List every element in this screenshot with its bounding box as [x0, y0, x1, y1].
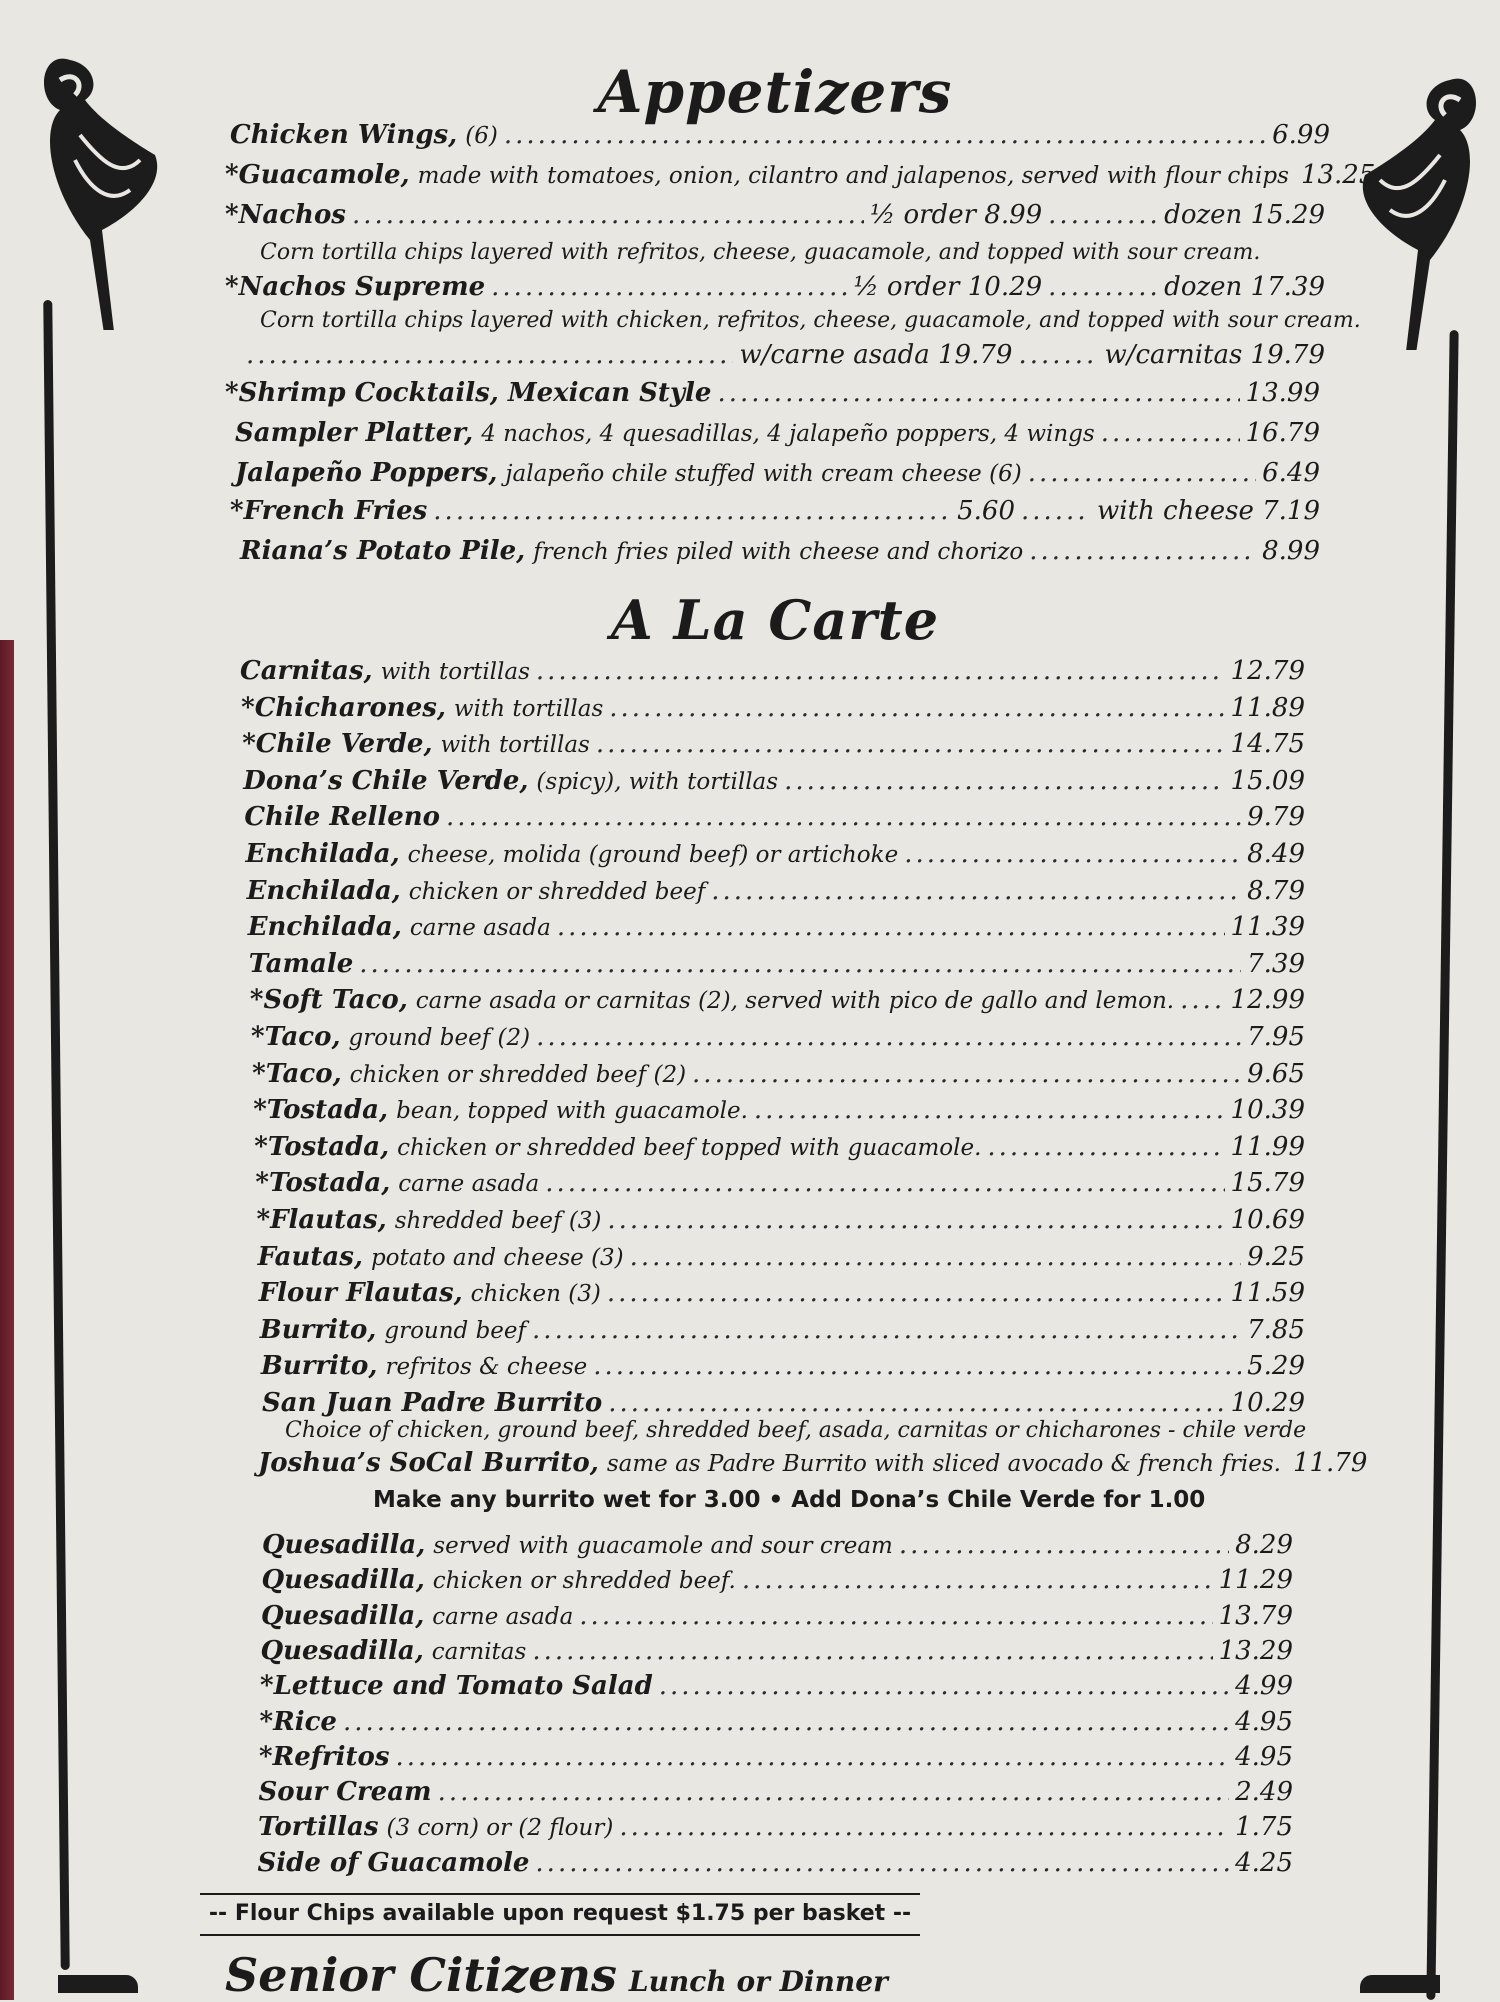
- menu-item: [242, 729, 1305, 759]
- frame-foot-right: [1360, 1975, 1440, 1993]
- section-title-appetizers: Appetizers: [597, 58, 953, 126]
- item-name: Burrito,: [259, 1314, 377, 1345]
- item-name: Quesadilla,: [261, 1600, 425, 1631]
- item-price: 15.79: [1230, 1168, 1305, 1199]
- menu-item: [251, 1022, 1305, 1052]
- item-name: Flour Flautas,: [258, 1278, 463, 1309]
- dot-leader: [535, 1848, 1229, 1878]
- dot-leader: [446, 802, 1241, 832]
- frame-line-right: [1426, 330, 1458, 2000]
- menu-item-french-fries: *French Fries ..... 5.60 ..... with cheese 7.19: [230, 496, 1320, 526]
- item-price: 11.59: [1230, 1278, 1305, 1309]
- item-description: with tortillas: [453, 695, 604, 722]
- item-name: Fautas,: [257, 1241, 363, 1272]
- item-description: Corn tortilla chips layered with refritos, cheese, guacamole, and topped with sour cream.: [260, 240, 1261, 265]
- frame-foot-left: [58, 1975, 138, 1993]
- scroll-ornament-left: [30, 40, 160, 330]
- item-description: carnitas: [431, 1638, 527, 1665]
- menu-item: Chicken Wings, (6) ..... 6.99: [230, 120, 1330, 150]
- menu-item: [248, 912, 1305, 942]
- menu-item: [262, 1565, 1294, 1595]
- dot-leader: [754, 1095, 1225, 1125]
- dot-leader: [904, 839, 1241, 869]
- menu-item: [260, 1315, 1305, 1345]
- dot-leader: [608, 1388, 1224, 1418]
- item-name: Enchilada,: [246, 875, 401, 906]
- menu-item: [261, 1351, 1305, 1381]
- dot-leader: [987, 1132, 1224, 1162]
- menu-item: Jalapeño Poppers, jalapeño chile stuffed with cream cheese (6) ..... 6.49: [235, 458, 1320, 488]
- item-name: Carnitas,: [240, 656, 373, 686]
- item-name: Sour Cream: [258, 1777, 432, 1808]
- item-description: refritos & cheese: [385, 1354, 588, 1381]
- menu-item: [240, 656, 1305, 686]
- item-name: *Flautas,: [256, 1205, 387, 1235]
- item-price: 11.39: [1230, 912, 1305, 943]
- item-name: Burrito,: [260, 1351, 378, 1382]
- item-description: chicken or shredded beef topped with guacamole.: [397, 1134, 982, 1161]
- item-description: carne asada: [409, 915, 551, 942]
- item-name: Tortillas: [258, 1812, 379, 1843]
- item-price: 8.49: [1247, 839, 1305, 869]
- item-name: *Tostada,: [255, 1168, 391, 1199]
- dot-leader: [742, 1565, 1213, 1595]
- dot-leader: [692, 1059, 1241, 1089]
- scroll-ornament-right: [1360, 60, 1490, 350]
- item-name: Chile Relleno: [244, 802, 441, 833]
- dot-leader: [596, 729, 1225, 759]
- flour-chips-note: -- Flour Chips available upon request $1.75 per basket --: [200, 1893, 920, 1936]
- item-price: 5.29: [1247, 1351, 1305, 1382]
- menu-item: [259, 1278, 1305, 1308]
- dot-leader: [619, 1812, 1229, 1842]
- item-name: *Soft Taco,: [249, 985, 408, 1016]
- senior-citizens-heading: Senior Citizens Lunch or Dinner: [225, 1948, 888, 2002]
- item-description: chicken (3): [470, 1281, 601, 1308]
- item-price: 11.29: [1218, 1565, 1293, 1596]
- item-price: 7.95: [1247, 1022, 1305, 1052]
- item-name: *Lettuce and Tomato Salad: [260, 1671, 653, 1702]
- burrito-upgrade-banner: Make any burrito wet for 3.00 • Add Dona’s Chile Verde for 1.00: [373, 1487, 1206, 1513]
- item-name: *Taco,: [252, 1058, 342, 1089]
- menu-item: [253, 1095, 1305, 1125]
- item-price: 12.99: [1230, 985, 1305, 1016]
- item-name: Dona’s Chile Verde,: [243, 765, 529, 796]
- item-description: chicken or shredded beef.: [432, 1568, 736, 1595]
- item-price: 7.39: [1247, 948, 1305, 979]
- menu-item-nachos: *Nachos ..... ½ order 8.99 ..... dozen 15.29: [225, 200, 1325, 230]
- item-name: *Chicharones,: [241, 692, 446, 723]
- item-name: Tamale: [248, 948, 354, 979]
- dot-leader: [438, 1777, 1230, 1807]
- menu-item: [261, 1601, 1293, 1631]
- item-price: 8.29: [1235, 1530, 1293, 1560]
- menu-item: [261, 1636, 1294, 1666]
- item-price: 4.95: [1235, 1706, 1293, 1737]
- item-price: 4.99: [1235, 1671, 1293, 1702]
- item-name: *Refritos: [259, 1741, 390, 1772]
- menu-item: Sampler Platter, 4 nachos, 4 quesadillas, 4 jalapeño poppers, 4 wings ..... 16.79: [235, 418, 1320, 448]
- item-price: 10.29: [1230, 1388, 1305, 1418]
- item-name: Quesadilla,: [260, 1635, 424, 1666]
- dot-leader: [545, 1168, 1224, 1198]
- item-price: 9.65: [1247, 1058, 1305, 1089]
- item-name: Quesadilla,: [262, 1530, 426, 1560]
- item-name: *Tostada,: [253, 1095, 389, 1126]
- menu-item: [260, 1707, 1294, 1737]
- dot-leader: [396, 1742, 1230, 1772]
- item-price: 10.39: [1230, 1095, 1305, 1126]
- item-description: carne asada: [398, 1171, 540, 1198]
- dot-leader: [536, 656, 1225, 686]
- item-name: *Chile Verde,: [242, 729, 433, 760]
- item-description: ground beef (2): [348, 1025, 531, 1051]
- item-price: 9.79: [1247, 802, 1305, 833]
- menu-item: [258, 1242, 1305, 1272]
- section-title-a-la-carte: A La Carte: [610, 588, 940, 652]
- menu-item: [246, 839, 1306, 869]
- item-name: Side of Guacamole: [257, 1847, 530, 1878]
- item-name: Enchilada,: [247, 912, 402, 943]
- item-name: San Juan Padre Burrito: [262, 1388, 603, 1418]
- dot-leader: [784, 766, 1224, 796]
- dot-leader: [579, 1601, 1212, 1631]
- menu-item: *Guacamole, made with tomatoes, onion, cilantro and jalapenos, served with flour chips 13.25: [225, 160, 1376, 190]
- menu-item-nachos-supreme-options: ..... w/carne asada 19.79 ..... w/carnitas 19.79: [240, 340, 1325, 370]
- item-description: (3 corn) or (2 flour): [386, 1815, 614, 1842]
- dot-leader: [607, 1278, 1225, 1308]
- menu-item: Joshua’s SoCal Burrito, same as Padre Burrito with sliced avocado & french fries. 11.79: [258, 1448, 1368, 1478]
- menu-item: [247, 876, 1305, 906]
- dot-leader: [593, 1351, 1241, 1381]
- item-description: chicken or shredded beef: [408, 878, 706, 905]
- item-description: with tortillas: [440, 732, 590, 759]
- item-description: carne asada or carnitas (2), served with pico de gallo and lemon.: [415, 988, 1175, 1015]
- item-description: (spicy), with tortillas: [536, 768, 779, 795]
- frame-line-left: [43, 300, 69, 1970]
- menu-item: [241, 693, 1305, 723]
- item-description: ground beef: [384, 1317, 527, 1344]
- menu-item: [262, 1388, 1305, 1418]
- dot-leader: [532, 1315, 1241, 1345]
- menu-item: [250, 985, 1305, 1015]
- item-price: 11.99: [1230, 1131, 1305, 1162]
- menu-item: [259, 1742, 1293, 1772]
- dot-leader: [557, 912, 1225, 942]
- menu-item: [262, 1530, 1293, 1560]
- item-price: 1.75: [1235, 1812, 1293, 1843]
- item-description: Corn tortilla chips layered with chicken, refritos, cheese, guacamole, and topped with sour cream.: [260, 308, 1361, 333]
- menu-item: [260, 1671, 1293, 1701]
- item-price: 4.95: [1235, 1741, 1293, 1772]
- item-name: Enchilada,: [245, 839, 400, 869]
- item-description: potato and cheese (3): [370, 1244, 624, 1271]
- menu-item: [254, 1132, 1305, 1162]
- menu-item: [257, 1205, 1306, 1235]
- item-price: 10.69: [1230, 1205, 1305, 1235]
- item-price: 13.79: [1218, 1600, 1293, 1631]
- dot-leader: [343, 1707, 1229, 1737]
- item-description: cheese, molida (ground beef) or artichoke: [407, 842, 899, 868]
- dot-leader: [711, 876, 1241, 906]
- menu-item: [243, 766, 1305, 796]
- menu-item: [258, 1812, 1293, 1842]
- menu-item: [258, 1848, 1294, 1878]
- item-price: 9.25: [1247, 1241, 1305, 1272]
- menu-item: [244, 802, 1305, 832]
- item-price: 14.75: [1230, 729, 1305, 760]
- item-description: shredded beef (3): [394, 1208, 602, 1234]
- item-price: 11.89: [1230, 692, 1305, 723]
- menu-item: [255, 1168, 1305, 1198]
- item-description: served with guacamole and sour cream: [433, 1533, 893, 1559]
- item-description: bean, topped with guacamole.: [396, 1098, 748, 1125]
- menu-item: [259, 1777, 1294, 1807]
- item-description: carne asada: [432, 1603, 574, 1630]
- item-name: *Taco,: [251, 1022, 341, 1052]
- dot-leader: [899, 1530, 1229, 1560]
- dot-leader: [630, 1242, 1241, 1272]
- menu-item: *Shrimp Cocktails, Mexican Style ..... 13.99: [225, 378, 1320, 408]
- dot-leader: [609, 693, 1224, 723]
- item-name: *Tostada,: [254, 1131, 390, 1162]
- menu-item: [252, 1059, 1305, 1089]
- item-description: Choice of chicken, ground beef, shredded beef, asada, carnitas or chicharones - chile verde: [285, 1418, 1307, 1443]
- item-price: 7.85: [1247, 1314, 1305, 1345]
- item-name: *Rice: [259, 1706, 337, 1737]
- item-price: 13.29: [1218, 1635, 1293, 1666]
- dot-leader: [607, 1205, 1224, 1235]
- menu-item: Riana’s Potato Pile, french fries piled with cheese and chorizo ..... 8.99: [240, 536, 1320, 566]
- item-name: Quesadilla,: [261, 1565, 425, 1596]
- dot-leader: [359, 949, 1241, 979]
- item-price: 8.79: [1247, 875, 1305, 906]
- dot-leader: [536, 1022, 1241, 1052]
- item-price: 2.49: [1235, 1777, 1293, 1808]
- item-description: with tortillas: [380, 659, 530, 685]
- menu-item-nachos-supreme: *Nachos Supreme ..... ½ order 10.29 ..... dozen 17.39: [225, 272, 1325, 302]
- dot-leader: [1180, 985, 1224, 1015]
- item-price: 4.25: [1235, 1847, 1293, 1878]
- dot-leader: [659, 1671, 1229, 1701]
- item-description: chicken or shredded beef (2): [349, 1061, 687, 1088]
- table-edge: [0, 640, 14, 2000]
- dot-leader: [532, 1636, 1212, 1666]
- item-price: 15.09: [1230, 765, 1305, 796]
- menu-item: [249, 949, 1305, 979]
- item-price: 12.79: [1230, 656, 1305, 686]
